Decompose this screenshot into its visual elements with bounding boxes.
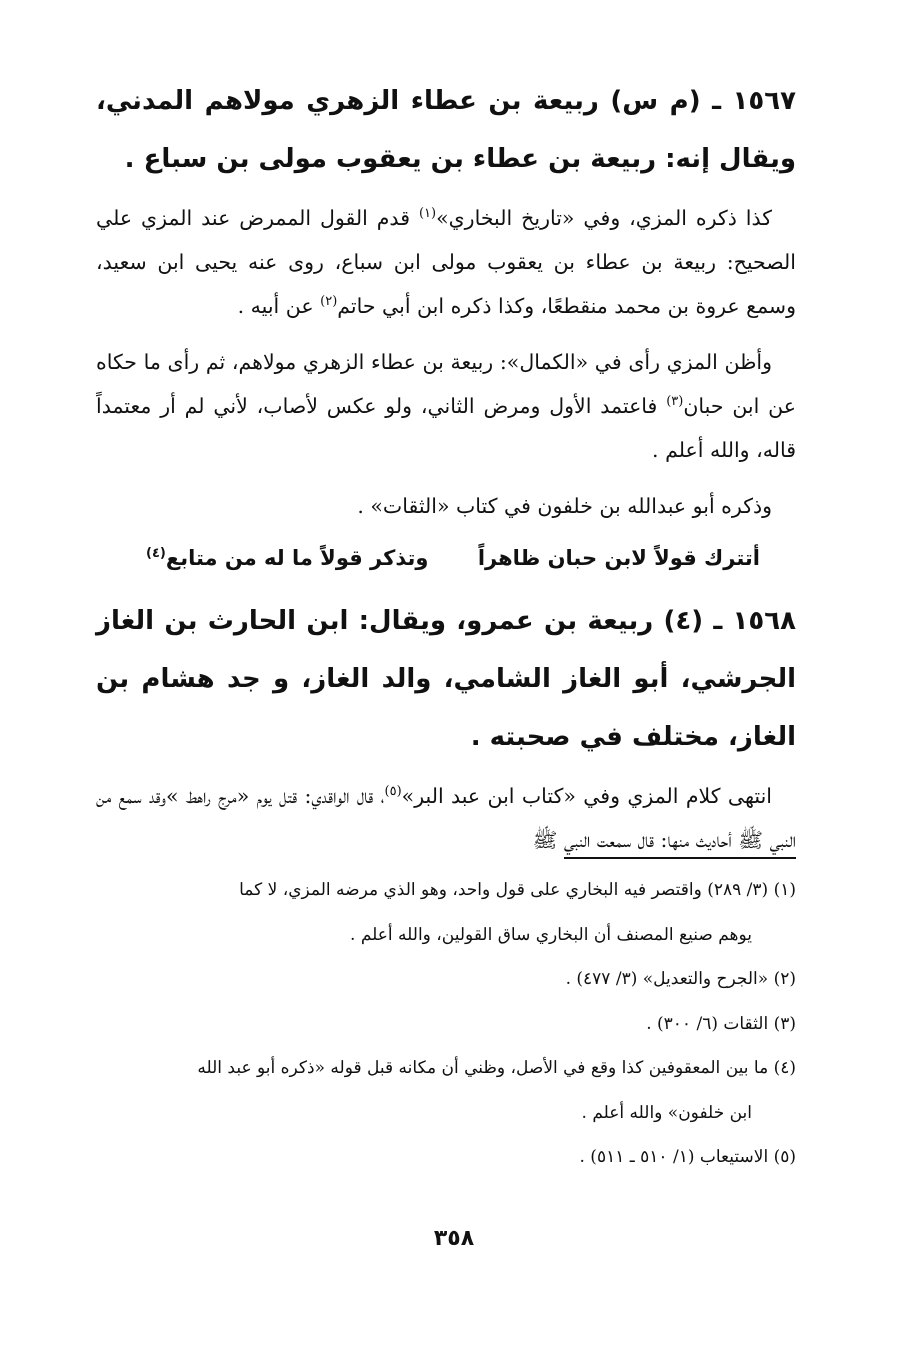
- paragraph-1-text-b: قدم القول الممرض عند المزي علي الصحيح: ربيعة بن عطاء بن يعقوب مولى ابن سباع، روى عنه يحيى ابن سعيد، وسمع عروة بن محمد منقطعًا، وكذا ذكره ابن أبي حاتم: [96, 206, 796, 318]
- footnote-5: (٥) الاستيعاب (١/ ٥١٠ ـ ٥١١) .: [579, 1147, 796, 1167]
- verse-hemistich-1: أتترك قولاً لابن حبان ظاهراً: [477, 546, 760, 570]
- footnote-1: (١) (٣/ ٢٨٩) واقتصر فيه البخاري على قول واحد، وهو الذي مرضه المزي، لا كما: [239, 880, 796, 900]
- footnote-3: (٣) الثقات (٦/ ٣٠٠) .: [646, 1013, 796, 1034]
- paragraph-1: [96, 196, 796, 328]
- paragraph-2: [96, 340, 796, 472]
- footnote-ref-1[interactable]: (١): [418, 206, 437, 222]
- entry-heading-1568: ١٥٦٨ ـ (٤) ربيعة بن عمرو، ويقال: ابن الحارث بن الغاز الجرشي، أبو الغاز الشامي، والد الغاز، و جد هشام بن الغاز، مختلف في صحبته .: [96, 606, 796, 752]
- paragraph-4-text-a: انتهى كلام المزي وفي «كتاب ابن عبد البر»: [401, 784, 772, 808]
- footnote-4: (٤) ما بين المعقوفين كذا وقع في الأصل، وظني أن مكانه قبل قوله «ذكره أبو عبد الله: [197, 1058, 796, 1078]
- verse-hemistich-2-wrap: [146, 532, 428, 584]
- paragraph-3: وذكره أبو عبدالله بن خلفون في كتاب «الثقات» .: [357, 494, 772, 518]
- footnote-ref-2[interactable]: (٢): [320, 294, 338, 310]
- paragraph-2-text-a: وأظن المزي رأى في «الكمال»: ربيعة بن عطاء الزهري مولاهم، ثم رأى ما حكاه عن ابن حبان: [96, 350, 796, 418]
- paragraph-4-text-b: ، قال الواقدي: قتل يوم «مرج راهط »وقد سمع من النبي ﷺ أحاديث منها: قال سمعت النبي ﷺ: [96, 784, 796, 852]
- page-number: ٣٥٨: [433, 1226, 475, 1251]
- footnote-separator-line: [564, 857, 796, 859]
- entry-heading-1567: ١٥٦٧ ـ (م س) ربيعة بن عطاء الزهري مولاهم المدني، ويقال إنه: ربيعة بن عطاء بن يعقوب مولى بن سباع .: [96, 86, 796, 174]
- page-body: [96, 72, 796, 874]
- footnote-ref-4[interactable]: (٤): [146, 546, 166, 561]
- verse-hemistich-2: وتذكر قولاً ما له من متابع: [165, 546, 429, 570]
- footnote-ref-5[interactable]: (٥): [384, 784, 402, 800]
- footnote-ref-3[interactable]: (٣): [666, 394, 684, 410]
- footnote-1-continued: يوهم صنيع المصنف أن البخاري ساق القولين، والله أعلم .: [350, 924, 752, 945]
- footnote-4-continued: ابن خلفون» والله أعلم .: [581, 1102, 752, 1123]
- paragraph-2-text-b: فاعتمد الأول ومرض الثاني، ولو عكس لأصاب، لأني لم أر معتمداً قاله، والله أعلم .: [96, 394, 796, 462]
- footnotes: [96, 868, 796, 1180]
- footnote-2: (٢) «الجرح والتعديل» (٣/ ٤٧٧) .: [565, 969, 796, 989]
- paragraph-1-text-c: عن أبيه .: [237, 294, 321, 318]
- poetry-verse: [96, 532, 796, 584]
- paragraph-4: [96, 774, 796, 862]
- paragraph-1-text-a: كذا ذكره المزي، وفي «تاريخ البخاري»: [436, 206, 772, 230]
